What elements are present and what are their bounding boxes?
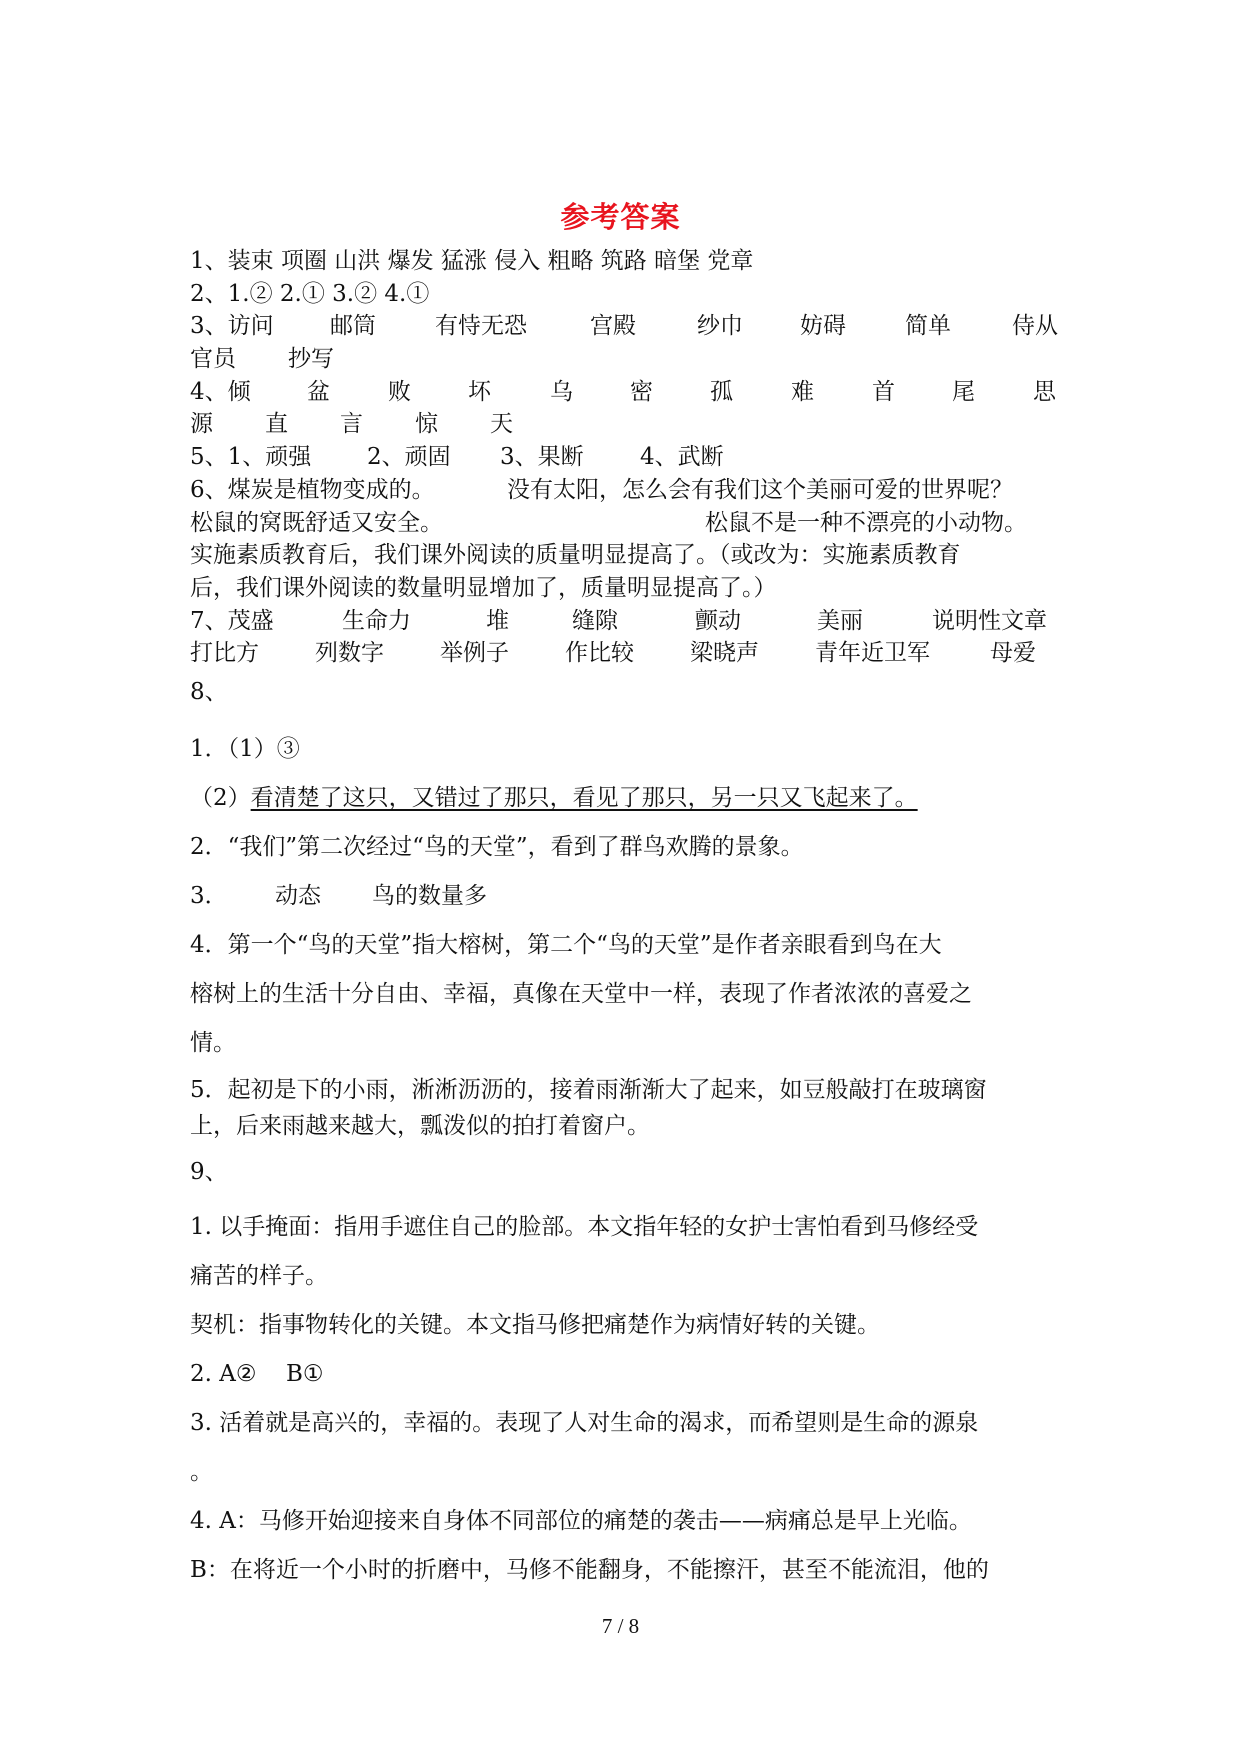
answer-7-word: 缝隙	[572, 607, 618, 634]
answer-8-4-line-1: 4．第一个“鸟的天堂”指大榕树，第二个“鸟的天堂”是作者亲眼看到鸟在大	[190, 931, 942, 958]
answer-6-line-4: 后，我们课外阅读的数量明显增加了，质量明显提高了。）	[190, 574, 777, 601]
answer-7-word: 举例子	[440, 640, 509, 667]
answer-7-row-2	[190, 637, 1060, 670]
answer-5	[190, 441, 1060, 474]
answer-6-sentence: 没有太阳，怎么会有我们这个美丽可爱的世界呢？	[507, 476, 1013, 503]
answer-4-char: 密	[630, 378, 653, 405]
answer-3-word: 侍从	[1012, 313, 1058, 340]
answer-4-char: 乌	[550, 378, 573, 405]
answer-2: 2、1.② 2.① 3.② 4.①	[190, 280, 430, 307]
answer-7-word: 说明性文章	[932, 607, 1047, 634]
answer-3-word: 妨碍	[800, 313, 846, 340]
answer-3-word: 宫殿	[590, 313, 636, 340]
answer-5-item: 4、武断	[640, 444, 724, 471]
answer-3-word: 简单	[905, 313, 951, 340]
page-number: 7 / 8	[601, 1614, 640, 1638]
page-title: 参考答案	[560, 200, 681, 234]
answer-7-word: 打比方	[190, 640, 259, 667]
answer-9-1-line-1: 1. 以手掩面：指用手遮住自己的脸部。本文指年轻的女护士害怕看到马修经受	[190, 1213, 979, 1240]
answer-8-label: 8、	[190, 678, 228, 705]
answer-4-row-1	[190, 376, 1060, 409]
answer-8-5-line-1: 5．起初是下的小雨，淅淅沥沥的，接着雨渐渐大了起来，如豆般敲打在玻璃窗	[190, 1076, 987, 1103]
answer-8-4-line-3: 情。	[190, 1029, 236, 1056]
answer-4-char: 直	[265, 411, 288, 438]
answer-8-3	[190, 872, 1060, 921]
answer-8-3-a: 动态	[275, 882, 321, 909]
answer-7-word: 母爱	[990, 640, 1036, 667]
answer-5-item: 2、顽固	[367, 444, 451, 471]
answer-8-4-line-2: 榕树上的生活十分自由、幸福，真像在天堂中一样，表现了作者浓浓的喜爱之	[190, 980, 972, 1007]
answer-7-word: 7、茂盛	[190, 607, 274, 634]
answer-6-sentence: 松鼠的窝既舒适又安全。	[190, 509, 443, 536]
answer-8-3-b: 鸟的数量多	[372, 882, 487, 909]
answer-7-word: 列数字	[315, 640, 384, 667]
answer-9-3-line-1: 3. 活着就是高兴的，幸福的。表现了人对生命的渴求，而希望则是生命的源泉	[190, 1409, 979, 1436]
answer-4-char: 思	[1033, 378, 1056, 405]
answer-3-word: 邮筒	[330, 313, 376, 340]
answer-5-item: 3、果断	[500, 444, 584, 471]
answer-7-word: 青年近卫军	[815, 640, 930, 667]
answer-4-char: 惊	[415, 411, 438, 438]
answer-3-row-2	[190, 343, 1060, 376]
answer-9-label: 9、	[190, 1158, 228, 1185]
answer-9-2-b: B①	[286, 1360, 324, 1387]
answer-4-char: 源	[190, 411, 213, 438]
answer-4-row-2	[190, 408, 1060, 441]
answer-4-char: 盆	[307, 378, 330, 405]
answer-3-row-1	[190, 310, 1060, 343]
answer-4-char: 首	[872, 378, 895, 405]
answer-3-word: 有恃无恐	[435, 313, 527, 340]
answer-4-char: 言	[340, 411, 363, 438]
answer-4-char: 尾	[952, 378, 975, 405]
answer-8-1-2	[190, 774, 1060, 823]
answer-8-1: 1．（1）③	[190, 735, 300, 762]
answer-4-char: 4、倾	[190, 378, 251, 405]
answer-body	[190, 245, 1060, 1595]
answer-8-1-2-prefix: （2）	[190, 784, 251, 811]
answer-7-word: 堆	[486, 607, 509, 634]
answer-3-word: 纱巾	[697, 313, 743, 340]
answer-3-word: 3、访问	[190, 313, 274, 340]
answer-5-item: 5、1、顽强	[190, 444, 312, 471]
answer-9-4-line-2: B：在将近一个小时的折磨中，马修不能翻身，不能擦汗，甚至不能流泪，他的	[190, 1556, 989, 1583]
answer-7-word: 梁晓声	[690, 640, 759, 667]
answer-9-4-line-1: 4. A：马修开始迎接来自身体不同部位的痛楚的袭击——病痛总是早上光临。	[190, 1507, 972, 1534]
answer-6-line-3: 实施素质教育后，我们课外阅读的质量明显提高了。（或改为：实施素质教育	[190, 542, 961, 569]
answer-7-word: 生命力	[342, 607, 411, 634]
answer-8-5-line-2: 上，后来雨越来越大，瓢泼似的拍打着窗户。	[190, 1112, 650, 1139]
answer-4-char: 败	[388, 378, 411, 405]
answer-9-1-line-3: 契机：指事物转化的关键。本文指马修把痛楚作为病情好转的关键。	[190, 1311, 880, 1338]
answer-9-1-line-2: 痛苦的样子。	[190, 1262, 328, 1289]
answer-6-sentence: 6、煤炭是植物变成的。	[190, 476, 435, 503]
answer-4-char: 孤	[710, 378, 733, 405]
answer-9-2-a: 2. A②	[190, 1360, 257, 1387]
answer-9-2	[190, 1350, 1060, 1399]
answer-7-word: 美丽	[817, 607, 863, 634]
answer-7-word: 作比较	[565, 640, 634, 667]
answer-8-3-num: 3．	[190, 882, 228, 909]
answer-7-word: 颤动	[695, 607, 741, 634]
answer-6-line-1	[190, 474, 1060, 507]
answer-7-row-1	[190, 605, 1060, 638]
answer-4-char: 天	[490, 411, 513, 438]
answer-8-2: 2．“我们”第二次经过“鸟的天堂”，看到了群鸟欢腾的景象。	[190, 833, 804, 860]
answer-6-sentence: 松鼠不是一种不漂亮的小动物。	[705, 509, 1027, 536]
answer-6-line-2	[190, 507, 1060, 540]
answer-8-1-2-text: 看清楚了这只，又错过了那只，看见了那只，另一只又飞起来了。	[250, 784, 918, 811]
answer-4-char: 坏	[468, 378, 491, 405]
answer-4-char: 难	[791, 378, 814, 405]
answer-3-word: 官员	[190, 346, 236, 373]
answer-9-3-line-2: 。	[190, 1458, 213, 1485]
answer-3-word: 抄写	[288, 346, 334, 373]
answer-1: 1、装束 项圈 山洪 爆发 猛涨 侵入 粗略 筑路 暗堡 党章	[190, 248, 754, 274]
